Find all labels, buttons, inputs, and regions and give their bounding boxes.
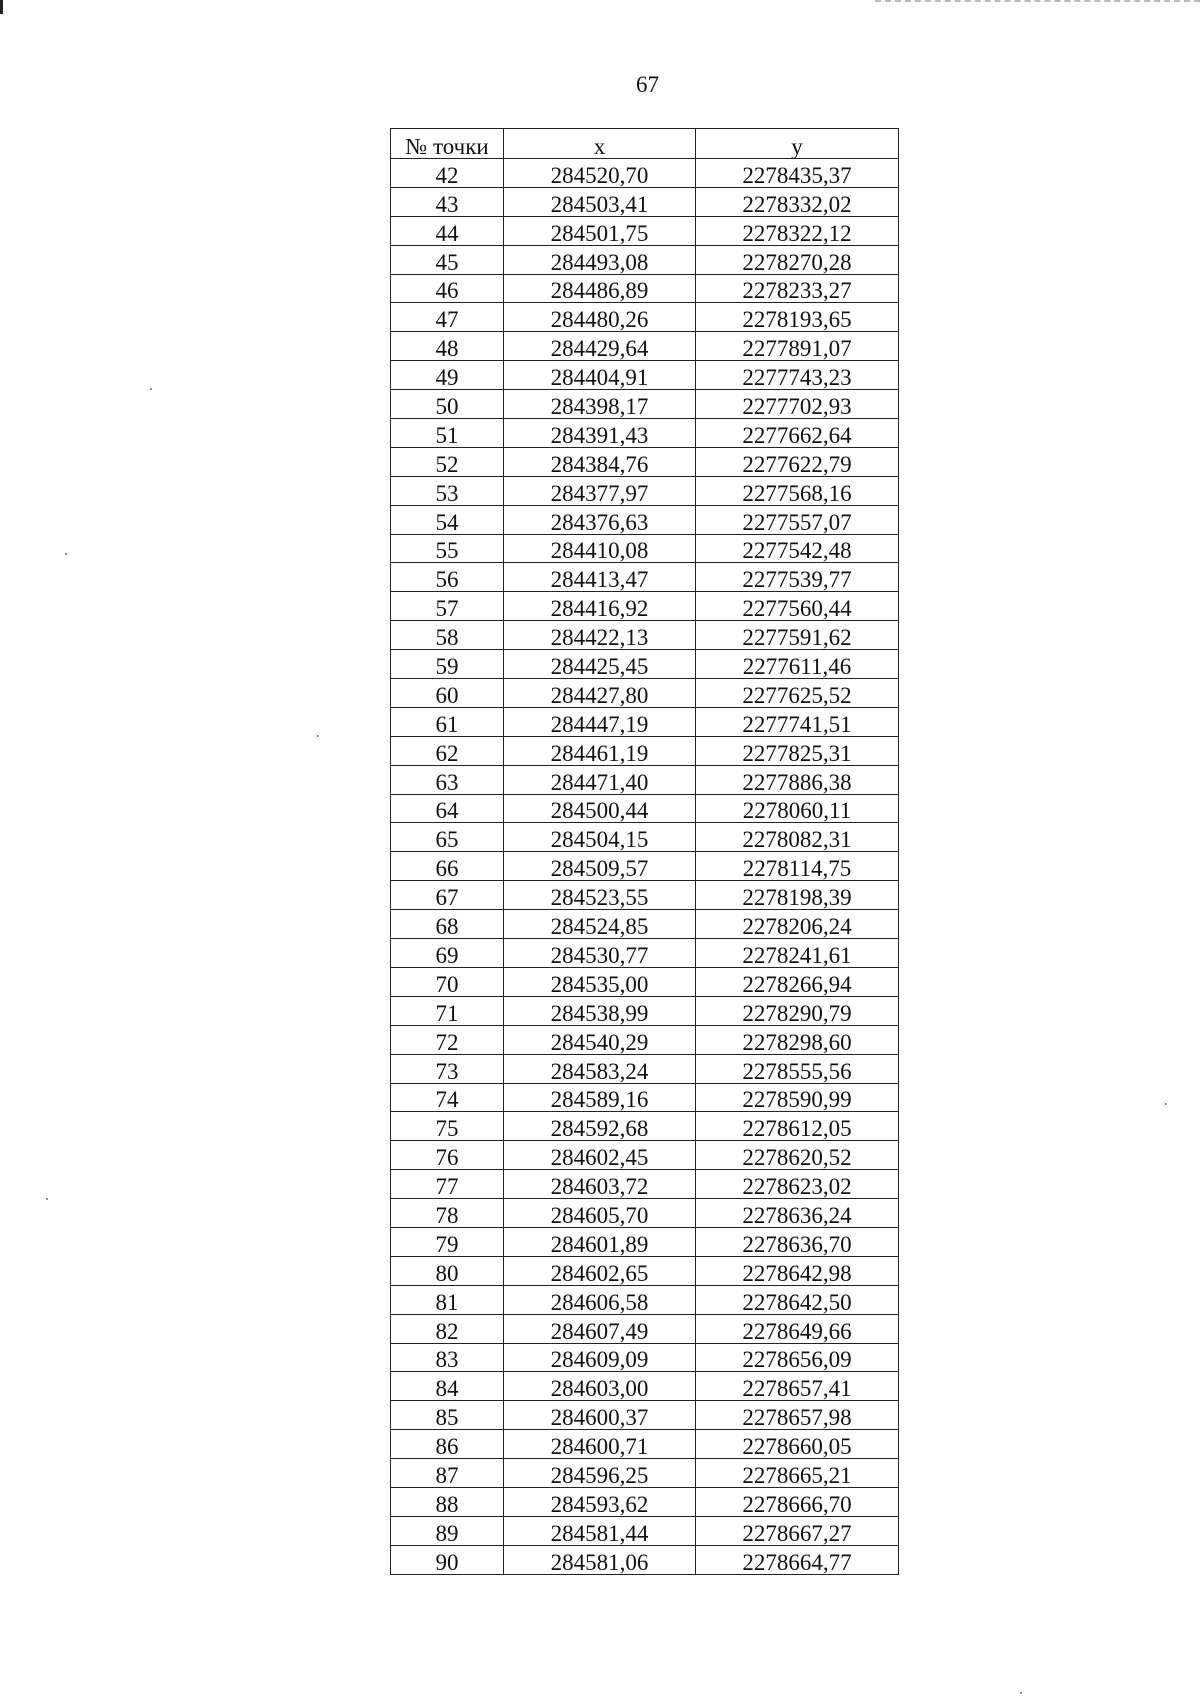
table-row: [391, 505, 899, 534]
page-number: 67: [636, 72, 659, 97]
table-body: [391, 159, 899, 1575]
cell-y: 2277611,46: [696, 650, 899, 679]
cell-y: 2277891,07: [696, 332, 899, 361]
cell-y: 2278082,31: [696, 823, 899, 852]
coordinates-table: [390, 128, 899, 1575]
cell-point-number: 55: [391, 534, 504, 563]
cell-x: 284429,64: [504, 332, 696, 361]
table-row: [391, 1141, 899, 1170]
table-row: [391, 1401, 899, 1430]
cell-point-number: 65: [391, 823, 504, 852]
cell-x: 284605,70: [504, 1199, 696, 1228]
scan-speck: [1020, 1692, 1022, 1694]
cell-point-number: 58: [391, 621, 504, 650]
cell-point-number: 83: [391, 1343, 504, 1372]
table-row: [391, 1227, 899, 1256]
table-row: [391, 390, 899, 419]
cell-point-number: 53: [391, 476, 504, 505]
table-row: [391, 1343, 899, 1372]
cell-y: 2277557,07: [696, 505, 899, 534]
cell-point-number: 87: [391, 1459, 504, 1488]
table-row: [391, 794, 899, 823]
cell-point-number: 43: [391, 187, 504, 216]
table-row: [391, 592, 899, 621]
cell-x: 284500,44: [504, 794, 696, 823]
cell-x: 284603,00: [504, 1372, 696, 1401]
cell-x: 284471,40: [504, 765, 696, 794]
cell-point-number: 45: [391, 245, 504, 274]
cell-y: 2278233,27: [696, 274, 899, 303]
cell-y: 2278656,09: [696, 1343, 899, 1372]
cell-x: 284583,24: [504, 1054, 696, 1083]
cell-point-number: 44: [391, 216, 504, 245]
table-row: [391, 650, 899, 679]
cell-point-number: 84: [391, 1372, 504, 1401]
table-row: [391, 765, 899, 794]
cell-point-number: 60: [391, 679, 504, 708]
cell-x: 284592,68: [504, 1112, 696, 1141]
cell-point-number: 71: [391, 996, 504, 1025]
cell-x: 284581,44: [504, 1516, 696, 1545]
table-row: [391, 1256, 899, 1285]
cell-y: 2278657,41: [696, 1372, 899, 1401]
cell-point-number: 69: [391, 939, 504, 968]
cell-y: 2278206,24: [696, 910, 899, 939]
cell-y: 2277702,93: [696, 390, 899, 419]
cell-point-number: 64: [391, 794, 504, 823]
cell-point-number: 75: [391, 1112, 504, 1141]
cell-y: 2277591,62: [696, 621, 899, 650]
cell-x: 284524,85: [504, 910, 696, 939]
cell-x: 284427,80: [504, 679, 696, 708]
cell-y: 2278270,28: [696, 245, 899, 274]
cell-x: 284600,71: [504, 1430, 696, 1459]
cell-point-number: 59: [391, 650, 504, 679]
cell-point-number: 73: [391, 1054, 504, 1083]
cell-x: 284461,19: [504, 736, 696, 765]
table-header-row: [391, 129, 899, 159]
cell-y: 2278290,79: [696, 996, 899, 1025]
cell-y: 2278642,98: [696, 1256, 899, 1285]
table-row: [391, 563, 899, 592]
cell-point-number: 74: [391, 1083, 504, 1112]
header-y: y: [696, 129, 899, 159]
table-row: [391, 939, 899, 968]
table-row: [391, 996, 899, 1025]
header-point-number: № точки: [391, 129, 504, 159]
cell-x: 284535,00: [504, 967, 696, 996]
table-row: [391, 1314, 899, 1343]
cell-point-number: 78: [391, 1199, 504, 1228]
cell-y: 2278664,77: [696, 1545, 899, 1574]
cell-x: 284504,15: [504, 823, 696, 852]
table-row: [391, 447, 899, 476]
cell-y: 2277622,79: [696, 447, 899, 476]
scan-speck: [150, 388, 152, 390]
table-row: [391, 910, 899, 939]
cell-x: 284589,16: [504, 1083, 696, 1112]
scan-top-line: [875, 0, 1200, 2]
table-row: [391, 1025, 899, 1054]
cell-x: 284538,99: [504, 996, 696, 1025]
cell-point-number: 80: [391, 1256, 504, 1285]
cell-y: 2277825,31: [696, 736, 899, 765]
table-row: [391, 216, 899, 245]
cell-x: 284523,55: [504, 881, 696, 910]
cell-point-number: 81: [391, 1285, 504, 1314]
cell-point-number: 89: [391, 1516, 504, 1545]
table-row: [391, 1112, 899, 1141]
cell-y: 2277743,23: [696, 361, 899, 390]
cell-x: 284540,29: [504, 1025, 696, 1054]
cell-x: 284503,41: [504, 187, 696, 216]
cell-point-number: 72: [391, 1025, 504, 1054]
scan-edge-mark: [0, 0, 3, 14]
cell-point-number: 51: [391, 419, 504, 448]
table-row: [391, 1372, 899, 1401]
table-row: [391, 1054, 899, 1083]
cell-x: 284603,72: [504, 1170, 696, 1199]
cell-point-number: 57: [391, 592, 504, 621]
cell-y: 2277886,38: [696, 765, 899, 794]
cell-y: 2278665,21: [696, 1459, 899, 1488]
cell-y: 2278636,70: [696, 1227, 899, 1256]
cell-x: 284602,45: [504, 1141, 696, 1170]
cell-point-number: 48: [391, 332, 504, 361]
cell-x: 284376,63: [504, 505, 696, 534]
cell-point-number: 86: [391, 1430, 504, 1459]
cell-x: 284596,25: [504, 1459, 696, 1488]
table-row: [391, 707, 899, 736]
cell-x: 284422,13: [504, 621, 696, 650]
table-row: [391, 476, 899, 505]
cell-x: 284486,89: [504, 274, 696, 303]
cell-y: 2278666,70: [696, 1487, 899, 1516]
scan-speck: [317, 735, 319, 737]
cell-point-number: 76: [391, 1141, 504, 1170]
cell-x: 284377,97: [504, 476, 696, 505]
cell-y: 2278642,50: [696, 1285, 899, 1314]
table-row: [391, 679, 899, 708]
table-row: [391, 1459, 899, 1488]
cell-x: 284413,47: [504, 563, 696, 592]
cell-y: 2278435,37: [696, 159, 899, 188]
cell-y: 2278241,61: [696, 939, 899, 968]
cell-point-number: 85: [391, 1401, 504, 1430]
cell-point-number: 88: [391, 1487, 504, 1516]
cell-x: 284384,76: [504, 447, 696, 476]
table-row: [391, 1487, 899, 1516]
cell-x: 284410,08: [504, 534, 696, 563]
cell-x: 284404,91: [504, 361, 696, 390]
cell-x: 284501,75: [504, 216, 696, 245]
cell-x: 284493,08: [504, 245, 696, 274]
cell-x: 284425,45: [504, 650, 696, 679]
scan-speck: [65, 553, 67, 555]
cell-point-number: 77: [391, 1170, 504, 1199]
table-row: [391, 736, 899, 765]
cell-x: 284609,09: [504, 1343, 696, 1372]
table-row: [391, 534, 899, 563]
table-row: [391, 1199, 899, 1228]
cell-y: 2278114,75: [696, 852, 899, 881]
cell-point-number: 82: [391, 1314, 504, 1343]
cell-y: 2278667,27: [696, 1516, 899, 1545]
table-row: [391, 1516, 899, 1545]
table-row: [391, 967, 899, 996]
table-row: [391, 332, 899, 361]
cell-point-number: 66: [391, 852, 504, 881]
table-row: [391, 1170, 899, 1199]
cell-x: 284607,49: [504, 1314, 696, 1343]
cell-y: 2278298,60: [696, 1025, 899, 1054]
table-row: [391, 621, 899, 650]
cell-y: 2278660,05: [696, 1430, 899, 1459]
table-row: [391, 1083, 899, 1112]
cell-y: 2278620,52: [696, 1141, 899, 1170]
cell-point-number: 50: [391, 390, 504, 419]
table-row: [391, 1430, 899, 1459]
table-row: [391, 852, 899, 881]
cell-y: 2277741,51: [696, 707, 899, 736]
cell-x: 284602,65: [504, 1256, 696, 1285]
cell-y: 2277539,77: [696, 563, 899, 592]
cell-x: 284593,62: [504, 1487, 696, 1516]
cell-point-number: 49: [391, 361, 504, 390]
cell-y: 2278555,56: [696, 1054, 899, 1083]
table-row: [391, 881, 899, 910]
cell-point-number: 54: [391, 505, 504, 534]
cell-x: 284509,57: [504, 852, 696, 881]
cell-point-number: 56: [391, 563, 504, 592]
cell-x: 284581,06: [504, 1545, 696, 1574]
header-x: x: [504, 129, 696, 159]
cell-y: 2278636,24: [696, 1199, 899, 1228]
cell-y: 2277568,16: [696, 476, 899, 505]
cell-point-number: 68: [391, 910, 504, 939]
cell-point-number: 63: [391, 765, 504, 794]
table-row: [391, 1285, 899, 1314]
cell-y: 2278657,98: [696, 1401, 899, 1430]
cell-point-number: 67: [391, 881, 504, 910]
table-row: [391, 361, 899, 390]
cell-x: 284391,43: [504, 419, 696, 448]
table-row: [391, 1545, 899, 1574]
cell-y: 2278322,12: [696, 216, 899, 245]
cell-x: 284606,58: [504, 1285, 696, 1314]
table-row: [391, 159, 899, 188]
cell-y: 2278590,99: [696, 1083, 899, 1112]
cell-x: 284520,70: [504, 159, 696, 188]
cell-y: 2277560,44: [696, 592, 899, 621]
cell-y: 2277625,52: [696, 679, 899, 708]
cell-y: 2277542,48: [696, 534, 899, 563]
cell-point-number: 52: [391, 447, 504, 476]
cell-point-number: 46: [391, 274, 504, 303]
table-row: [391, 274, 899, 303]
table-row: [391, 823, 899, 852]
cell-point-number: 79: [391, 1227, 504, 1256]
cell-y: 2277662,64: [696, 419, 899, 448]
cell-y: 2278623,02: [696, 1170, 899, 1199]
cell-y: 2278649,66: [696, 1314, 899, 1343]
cell-point-number: 47: [391, 303, 504, 332]
cell-point-number: 62: [391, 736, 504, 765]
cell-y: 2278332,02: [696, 187, 899, 216]
cell-point-number: 70: [391, 967, 504, 996]
cell-x: 284416,92: [504, 592, 696, 621]
cell-y: 2278198,39: [696, 881, 899, 910]
scan-speck: [46, 1198, 48, 1200]
cell-x: 284601,89: [504, 1227, 696, 1256]
cell-x: 284447,19: [504, 707, 696, 736]
scan-speck: [1165, 1103, 1167, 1105]
cell-y: 2278266,94: [696, 967, 899, 996]
cell-x: 284530,77: [504, 939, 696, 968]
cell-y: 2278060,11: [696, 794, 899, 823]
cell-y: 2278612,05: [696, 1112, 899, 1141]
cell-point-number: 61: [391, 707, 504, 736]
cell-y: 2278193,65: [696, 303, 899, 332]
table-row: [391, 419, 899, 448]
table-row: [391, 187, 899, 216]
cell-x: 284480,26: [504, 303, 696, 332]
cell-x: 284398,17: [504, 390, 696, 419]
cell-point-number: 42: [391, 159, 504, 188]
table-row: [391, 303, 899, 332]
cell-x: 284600,37: [504, 1401, 696, 1430]
cell-point-number: 90: [391, 1545, 504, 1574]
table-row: [391, 245, 899, 274]
